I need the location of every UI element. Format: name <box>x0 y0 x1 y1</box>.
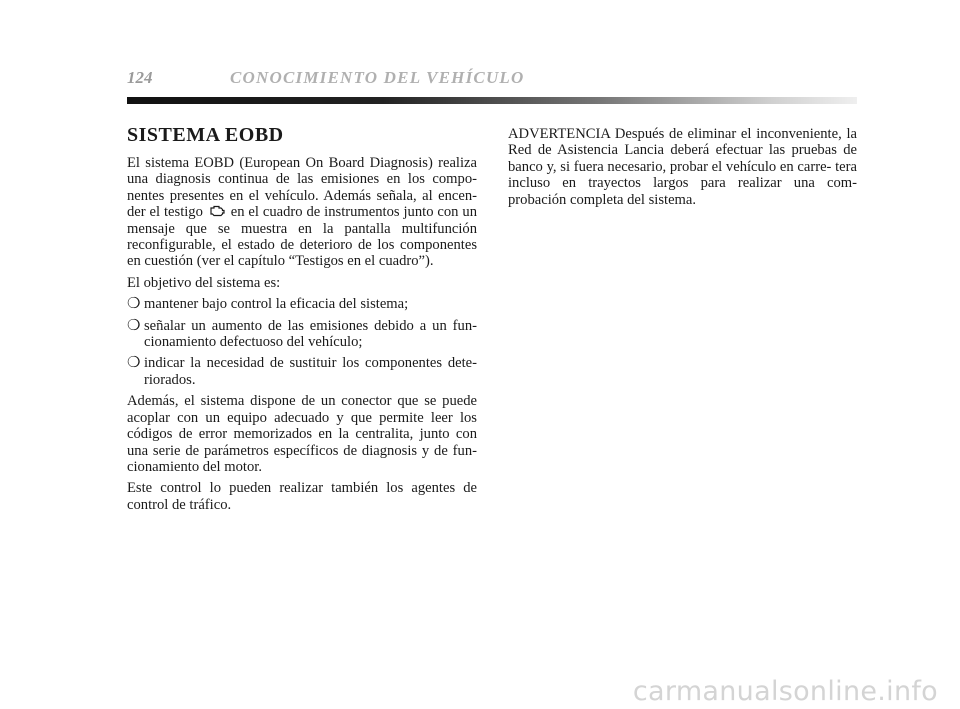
bullet-marker: ❍ <box>127 296 141 313</box>
bullet-marker: ❍ <box>127 317 141 334</box>
intro-paragraph <box>127 155 477 270</box>
warning-paragraph: ADVERTENCIA Después de eliminar el inconveniente, la Red de Asistencia Lancia deberá efectuar las pruebas de banco y, si fuera necesario, probar el vehículo en carre- tera incluso en trayectos largos para realizar una com- probación completa del sistema. <box>508 126 857 208</box>
header-rule <box>127 97 857 104</box>
connector-paragraph: Además, el sistema dispone de un conector que se puede acoplar con un equipo adecuado y que permite leer los códigos de error memorizados en la centralita, junto con una serie de parámetros específicos de diagnosis y de fun- cionamiento del motor. <box>127 393 477 475</box>
section-title: CONOCIMIENTO DEL VEHÍCULO <box>230 68 525 87</box>
page-header <box>127 68 857 92</box>
intro-text-part-1: El sistema EOBD (European On Board Diagnosis) realiza una diagnosis continua de las emisiones en los compo- nentes presentes en el vehículo. Además señala, al encen- der el testigo <box>127 155 477 221</box>
objective-lead: El objetivo del sistema es: <box>127 274 281 291</box>
engine-warning-icon <box>209 205 225 217</box>
intro-text-part-2: en el cuadro de instrumentos junto con un mensaje que se muestra en la pantalla multifunción reconfigurable, el estado de deterioro de los componentes en cuestión (ver el capítulo “Testigos en el cuadro”). <box>127 204 477 270</box>
left-column <box>127 124 477 518</box>
list-item-text: indicar la necesidad de sustituir los componentes dete- riorados. <box>144 355 477 388</box>
page-number: 124 <box>127 68 153 87</box>
right-column <box>508 126 857 213</box>
list-item-text: señalar un aumento de las emisiones debido a un fun- cionamiento defectuoso del vehículo; <box>144 317 477 351</box>
list-item-text: mantener bajo control la eficacia del sistema; <box>144 296 409 313</box>
watermark: carmanualsonline.info <box>632 676 938 707</box>
list-item <box>127 355 477 388</box>
list-item <box>127 318 477 351</box>
page-heading: SISTEMA EOBD <box>127 124 284 146</box>
list-item <box>127 296 477 312</box>
bullet-marker: ❍ <box>127 355 141 372</box>
traffic-paragraph: Este control lo pueden realizar también los agentes de control de tráfico. <box>127 480 477 513</box>
